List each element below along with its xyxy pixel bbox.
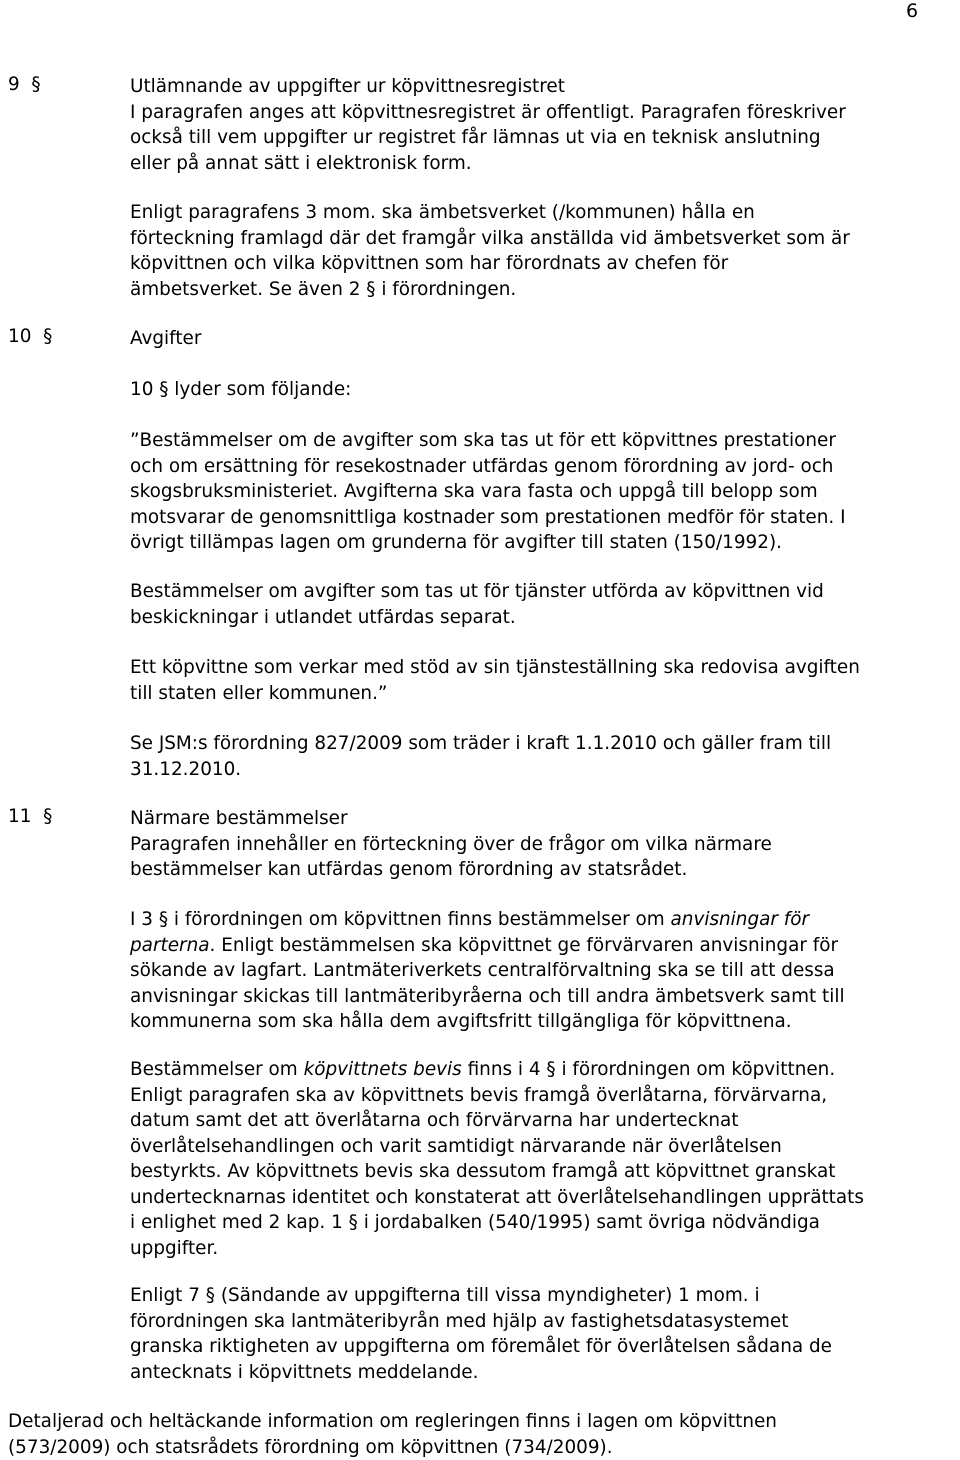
text-line: 31.12.2010.	[130, 758, 242, 780]
section-10-paragraph-4	[130, 731, 960, 782]
text-line: anvisningar skickas till lantmäteribyråerna och till andra ämbetsverk samt till	[130, 985, 845, 1007]
text-line: I 3 § i förordningen om köpvittnen finns bestämmelser om anvisningar för	[130, 909, 810, 930]
text-line: bestämmelser kan utfärdas genom förordning av statsrådet.	[130, 859, 688, 880]
text-line: förordningen ska lantmäteribyrån med hjälp av fastighetsdatasystemet	[130, 1310, 789, 1332]
text-line: Paragrafen innehåller en förteckning över de frågor om vilka närmare	[130, 833, 772, 855]
text-line: ämbetsverket. Se även 2 § i förordningen.	[130, 278, 517, 300]
section-11-paragraph-3	[130, 1057, 960, 1261]
emphasis-text: parterna	[130, 934, 210, 956]
emphasis-text: anvisningar för	[670, 909, 810, 930]
text-line: Detaljerad och heltäckande information om regleringen finns i lagen om köpvittnen	[8, 1411, 777, 1432]
section-11-heading: Närmare bestämmelser	[130, 808, 348, 829]
text-line: eller på annat sätt i elektronisk form.	[130, 152, 472, 174]
section-10-intro: 10 § lyder som följande:	[130, 379, 352, 400]
text-line: (573/2009) och statsrådets förordning om köpvittnen (734/2009).	[8, 1436, 613, 1458]
text-line: I paragrafen anges att köpvittnesregistret är offentligt. Paragrafen föreskriver	[130, 101, 846, 123]
text-line: kommunerna som ska hålla dem avgiftsfritt tillgängliga för köpvittnena.	[130, 1011, 792, 1032]
section-11-paragraph-4	[130, 1283, 960, 1385]
text-line: överlåtelsehandlingen och varit samtidigt närvarande när överlåtelsen	[130, 1135, 782, 1157]
section-9-body	[130, 74, 960, 176]
text-line: köpvittnen och vilka köpvittnen som har förordnats av chefen för	[130, 253, 729, 274]
section-9-paragraph-2	[130, 200, 960, 302]
emphasis-text: köpvittnets bevis	[303, 1059, 462, 1080]
text-line: granska riktigheten av uppgifterna om föremålet för överlåtelsen sådana de	[130, 1336, 832, 1357]
text-line: Bestämmelser om avgifter som tas ut för tjänster utförda av köpvittnen vid	[130, 581, 824, 602]
text-line: också till vem uppgifter ur registret får lämnas ut via en teknisk anslutning	[130, 127, 821, 148]
section-10-quote-paragraph-2	[130, 579, 960, 630]
text-line: motsvarar de genomsnittliga kostnader som prestationen medför för staten. I	[130, 506, 846, 528]
text-line: övrigt tillämpas lagen om grunderna för avgifter till staten (150/1992).	[130, 532, 782, 553]
section-11-body	[130, 806, 960, 883]
text-line: bestyrkts. Av köpvittnets bevis ska dessutom framgå att köpvittnet granskat	[130, 1161, 836, 1182]
text-line: och om ersättning för resekostnader utfärdas genom förordning av jord- och	[130, 455, 834, 477]
text-line: till staten eller kommunen.”	[130, 682, 388, 704]
section-10-heading: Avgifter	[130, 328, 202, 349]
text-line: i enlighet med 2 kap. 1 § i jordabalken (540/1995) samt övriga nödvändiga	[130, 1212, 820, 1233]
text-line: Enligt 7 § (Sändande av uppgifterna till vissa myndigheter) 1 mom. i	[130, 1285, 760, 1306]
section-9-heading: Utlämnande av uppgifter ur köpvittnesregistret	[130, 76, 565, 97]
text-line: förteckning framlagd där det framgår vilka anställda vid ämbetsverket som är	[130, 227, 850, 249]
text-line: beskickningar i utlandet utfärdas separat.	[130, 606, 516, 628]
section-11-paragraph-2	[130, 907, 960, 1035]
text-line: Se JSM:s förordning 827/2009 som träder i kraft 1.1.2010 och gäller fram till	[130, 733, 832, 754]
text-line: skogsbruksministeriet. Avgifterna ska vara fasta och uppgå till belopp som	[130, 481, 818, 502]
text-line: datum samt det att överlåtarna och förvärvarna har undertecknat	[130, 1110, 739, 1131]
section-10-heading-block	[130, 326, 960, 352]
text-line: parterna. Enligt bestämmelsen ska köpvittnet ge förvärvaren anvisningar för	[130, 934, 839, 956]
text-line: Bestämmelser om köpvittnets bevis finns i 4 § i förordningen om köpvittnen.	[130, 1059, 836, 1080]
text-line: ”Bestämmelser om de avgifter som ska tas ut för ett köpvittnes prestationer	[130, 430, 836, 451]
text-line: Ett köpvittne som verkar med stöd av sin tjänsteställning ska redovisa avgiften	[130, 657, 860, 678]
text-line: undertecknarnas identitet och konstaterat att överlåtelsehandlingen upprättats	[130, 1186, 864, 1208]
text-line: Enligt paragrafens 3 mom. ska ämbetsverket (/kommunen) hålla en	[130, 202, 755, 223]
section-10-quote-paragraph-1	[130, 428, 960, 556]
text-line: Enligt paragrafen ska av köpvittnets bevis framgå överlåtarna, förvärvarna,	[130, 1084, 828, 1106]
page-number: 6	[906, 0, 919, 22]
section-10-intro-block	[130, 377, 960, 403]
closing-paragraph	[8, 1409, 958, 1460]
section-11-number: 11 §	[8, 806, 53, 827]
text-line: uppgifter.	[130, 1237, 219, 1259]
section-9-number: 9 §	[8, 74, 41, 95]
text-line: antecknats i köpvittnets meddelande.	[130, 1361, 479, 1383]
section-10-number: 10 §	[8, 326, 53, 347]
section-10-quote-paragraph-3	[130, 655, 960, 706]
text-line: sökande av lagfart. Lantmäteriverkets centralförvaltning ska se till att dessa	[130, 960, 835, 981]
